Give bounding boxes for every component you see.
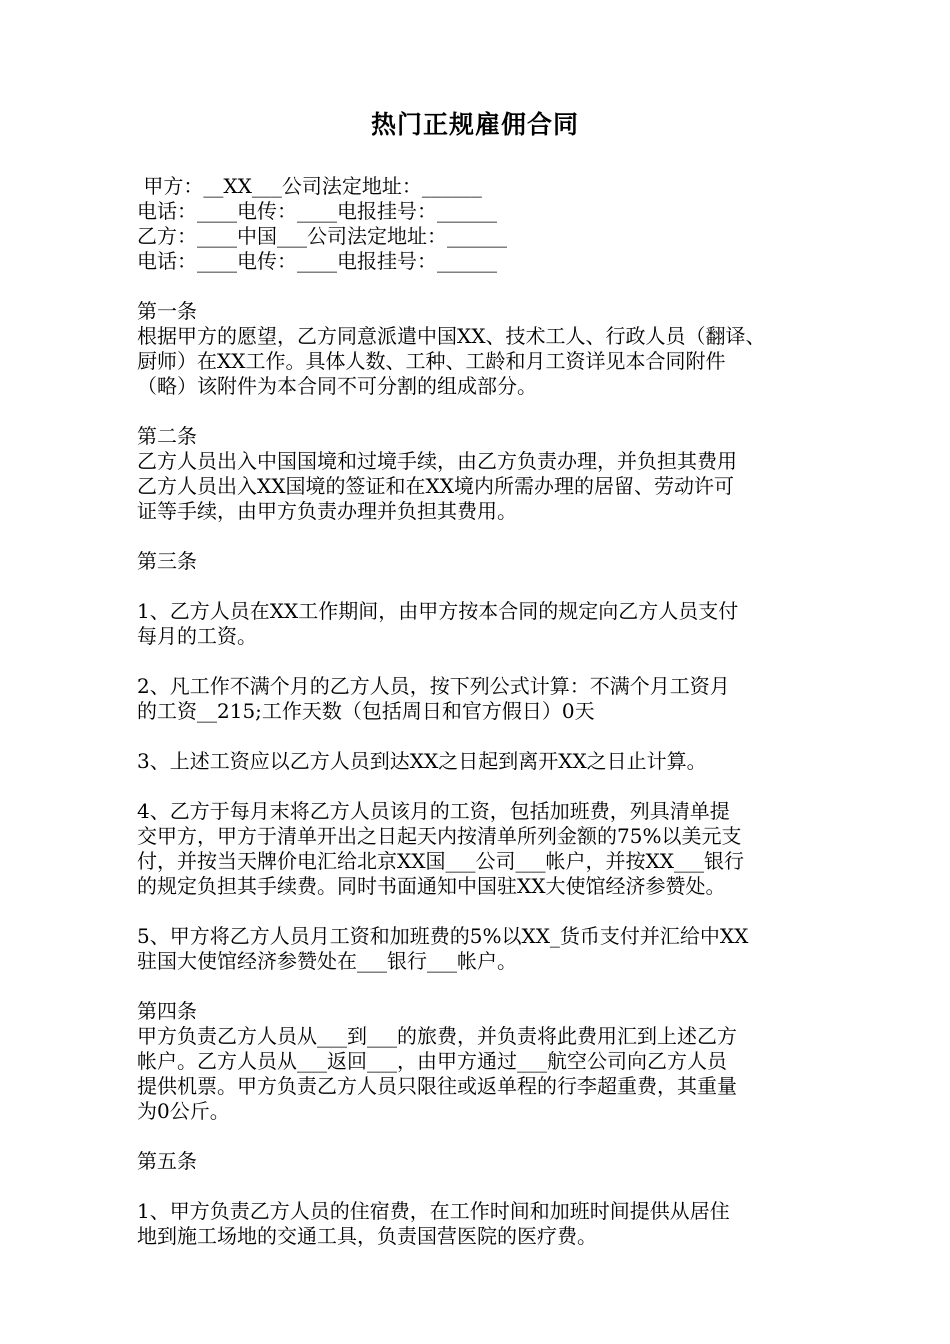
clause-item [137,799,827,899]
paragraph-line: 提供机票。甲方负责乙方人员只限往或返单程的行李超重费，其重量 [137,1074,737,1098]
clause-item [137,749,827,774]
paragraph-line: 3、上述工资应以乙方人员到达XX之日起到离开XX之日止计算。 [137,749,707,773]
header-line: 甲方：__XX___公司法定地址：______ [137,174,482,198]
paragraph-line: 5、甲方将乙方人员月工资和加班费的5%以XX_货币支付并汇给中XX [137,924,749,948]
article-2 [137,424,827,524]
paragraph-line: 证等手续，由甲方负责办理并负担其费用。 [137,499,517,523]
paragraph-line: 1、甲方负责乙方人员的住宿费，在工作时间和加班时间提供从居住 [137,1199,730,1223]
paragraph-line: （略）该附件为本合同不可分割的组成部分。 [137,374,537,398]
paragraph-line: 1、乙方人员在XX工作期间，由甲方按本合同的规定向乙方人员支付 [137,599,739,623]
clause-item [137,674,827,724]
article-4 [137,999,827,1124]
document-title: 热门正规雇佣合同 [370,110,579,139]
article-5 [137,1149,827,1249]
paragraph-line: 驻国大使馆经济参赞处在___银行___帐户。 [137,949,517,973]
paragraph-line: 乙方人员出入中国国境和过境手续，由乙方负责办理，并负担其费用 [137,449,737,473]
paragraph-line: 帐户。乙方人员从___返回___，由甲方通过___航空公司向乙方人员 [137,1049,727,1073]
clause-item [137,599,827,649]
paragraph-line: 甲方负责乙方人员从___到___的旅费，并负责将此费用汇到上述乙方 [137,1024,737,1048]
paragraph-line: 的工资__215;工作天数（包括周日和官方假日）0天 [137,699,595,723]
article-1 [137,299,827,399]
clause-item [137,924,827,974]
paragraph-line: 4、乙方于每月末将乙方人员该月的工资，包括加班费，列具清单提 [137,799,730,823]
paragraph-line: 付，并按当天牌价电汇给北京XX国___公司___帐户，并按XX___银行 [137,849,744,873]
article-heading: 第二条 [137,424,197,448]
article-heading: 第四条 [137,999,197,1023]
article-heading: 第一条 [137,299,197,323]
party-header [137,174,827,274]
article-3 [137,549,827,974]
paragraph-line: 每月的工资。 [137,624,257,648]
document-body [137,174,827,1249]
paragraph-line: 2、凡工作不满个月的乙方人员，按下列公式计算：不满个月工资月 [137,674,730,698]
article-heading: 第三条 [137,549,197,573]
paragraph-line: 的规定负担其手续费。同时书面通知中国驻XX大使馆经济参赞处。 [137,874,726,898]
header-line: 电话：____电传：____电报挂号：______ [137,199,497,223]
paragraph-line: 厨师）在XX工作。具体人数、工种、工龄和月工资详见本合同附件 [137,349,726,373]
paragraph-line: 根据甲方的愿望，乙方同意派遣中国XX、技术工人、行政人员（翻译、 [137,324,766,348]
article-heading: 第五条 [137,1149,197,1173]
paragraph-line: 地到施工场地的交通工具，负责国营医院的医疗费。 [137,1224,597,1248]
paragraph-line: 乙方人员出入XX国境的签证和在XX境内所需办理的居留、劳动许可 [137,474,734,498]
header-line: 电话：____电传：____电报挂号：______ [137,249,497,273]
paragraph-line: 为0公斤。 [137,1099,230,1123]
paragraph-line: 交甲方，甲方于清单开出之日起天内按清单所列金额的75%以美元支 [137,824,742,848]
header-line: 乙方：____中国___公司法定地址：______ [137,224,507,248]
clause-item [137,1199,827,1249]
